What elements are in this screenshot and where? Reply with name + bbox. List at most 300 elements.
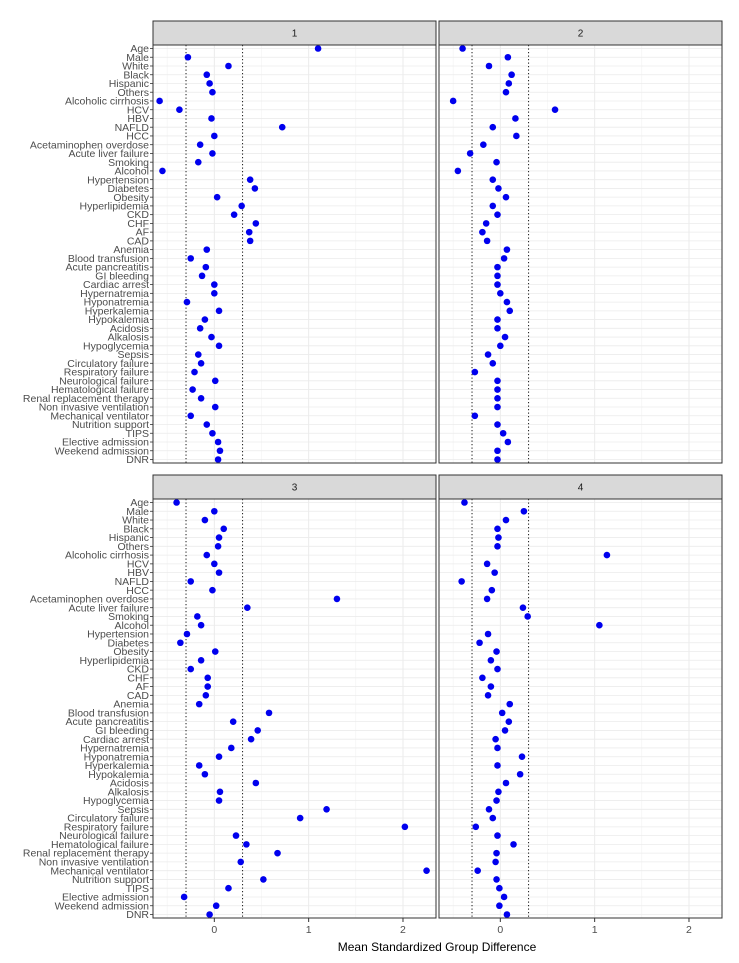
- data-point: [176, 106, 183, 113]
- data-point: [517, 771, 524, 778]
- data-point: [181, 894, 188, 901]
- data-point: [230, 718, 237, 725]
- category-label: Sepsis: [117, 803, 149, 816]
- data-point: [279, 124, 286, 131]
- data-point: [220, 525, 227, 532]
- x-tick-label: 2: [686, 924, 692, 936]
- panel-strip-label: 3: [291, 482, 298, 494]
- data-point: [244, 604, 251, 611]
- data-point: [225, 885, 232, 892]
- data-point: [510, 841, 517, 848]
- category-label: AF: [135, 681, 149, 694]
- panel-background: [153, 499, 436, 918]
- data-point: [474, 867, 481, 874]
- data-point: [228, 745, 235, 752]
- data-point: [494, 264, 501, 271]
- data-point: [472, 412, 479, 419]
- data-point: [494, 666, 501, 673]
- data-point: [216, 797, 223, 804]
- data-point: [503, 194, 510, 201]
- data-point: [211, 133, 218, 140]
- panel-background: [439, 499, 722, 918]
- data-point: [494, 525, 501, 532]
- category-label: TIPS: [125, 427, 149, 440]
- category-label: DNR: [126, 909, 149, 922]
- data-point: [494, 377, 501, 384]
- data-point: [196, 701, 203, 708]
- data-point: [519, 753, 526, 760]
- category-label: NAFLD: [114, 121, 149, 134]
- category-label: Hypertension: [87, 174, 149, 187]
- category-label: Smoking: [108, 156, 149, 169]
- category-label: Alcohol: [114, 619, 149, 632]
- data-point: [486, 63, 493, 70]
- category-label: Hypoglycemia: [83, 795, 149, 808]
- data-point: [485, 351, 492, 358]
- data-point: [467, 150, 474, 157]
- data-point: [203, 692, 210, 699]
- data-point: [484, 561, 491, 568]
- category-label: Hyperkalemia: [84, 760, 149, 773]
- category-label: Alcoholic cirrhosis: [64, 549, 149, 562]
- data-point: [485, 631, 492, 638]
- data-point: [485, 692, 492, 699]
- data-point: [297, 815, 304, 822]
- category-label: Hypernatremia: [80, 742, 149, 755]
- data-point: [494, 447, 501, 454]
- data-point: [187, 255, 194, 262]
- data-point: [502, 727, 509, 734]
- data-point: [211, 290, 218, 297]
- category-label: Black: [123, 69, 149, 82]
- data-point: [173, 499, 180, 506]
- data-point: [212, 404, 219, 411]
- category-label: Alkalosis: [107, 786, 149, 799]
- data-point: [494, 832, 501, 839]
- category-label: Alcohol: [114, 165, 149, 178]
- data-point: [459, 45, 466, 52]
- data-point: [208, 334, 215, 341]
- category-label: Hyponatremia: [83, 296, 149, 309]
- data-point: [496, 902, 503, 909]
- category-label: Black: [123, 523, 149, 536]
- data-point: [198, 622, 205, 629]
- data-point: [506, 308, 513, 315]
- data-point: [194, 613, 201, 620]
- data-point: [494, 386, 501, 393]
- data-point: [177, 639, 184, 646]
- data-point: [493, 648, 500, 655]
- data-point: [202, 771, 209, 778]
- data-point: [216, 569, 223, 576]
- data-point: [479, 229, 486, 236]
- data-point: [204, 683, 211, 690]
- data-point: [198, 395, 205, 402]
- data-point: [495, 534, 502, 541]
- category-label: Obesity: [113, 191, 149, 204]
- data-point: [315, 45, 322, 52]
- data-point: [212, 648, 219, 655]
- data-point: [202, 517, 209, 524]
- data-point: [206, 911, 213, 918]
- category-label: HBV: [127, 567, 149, 580]
- x-tick-label: 2: [400, 924, 406, 936]
- data-point: [253, 220, 260, 227]
- data-point: [184, 299, 191, 306]
- category-label: Hyperkalemia: [84, 305, 149, 318]
- data-point: [493, 850, 500, 857]
- category-label: Non invasive ventilation: [38, 856, 149, 869]
- data-point: [503, 89, 510, 96]
- data-point: [493, 797, 500, 804]
- category-label: TIPS: [125, 882, 149, 895]
- category-label: Hypertension: [87, 628, 149, 641]
- data-point: [520, 604, 527, 611]
- data-point: [246, 229, 253, 236]
- data-point: [423, 867, 430, 874]
- panel-strip-label: 2: [577, 28, 584, 40]
- x-tick-label: 1: [305, 924, 312, 936]
- category-label: Acidosis: [109, 322, 149, 335]
- data-point: [231, 211, 238, 218]
- data-point: [159, 168, 166, 175]
- data-point: [494, 211, 501, 218]
- data-point: [156, 98, 163, 105]
- data-point: [203, 264, 210, 271]
- data-point: [494, 325, 501, 332]
- data-point: [552, 106, 559, 113]
- panel-background: [439, 45, 722, 463]
- data-point: [492, 736, 499, 743]
- data-point: [494, 395, 501, 402]
- data-point: [214, 194, 221, 201]
- data-point: [208, 115, 215, 122]
- category-label: Mechanical ventilator: [50, 410, 149, 423]
- category-label: Renal replacement therapy: [22, 392, 149, 405]
- category-label: Nutrition support: [71, 874, 149, 887]
- data-point: [604, 552, 611, 559]
- data-point: [243, 841, 250, 848]
- data-point: [504, 299, 511, 306]
- data-point: [212, 377, 219, 384]
- data-point: [195, 351, 202, 358]
- category-label: Elective admission: [62, 891, 149, 904]
- data-point: [323, 806, 330, 813]
- category-label: Respiratory failure: [63, 821, 149, 834]
- data-point: [402, 824, 409, 831]
- data-point: [502, 334, 509, 341]
- data-point: [489, 124, 496, 131]
- data-point: [209, 587, 216, 594]
- data-point: [494, 316, 501, 323]
- data-point: [211, 561, 218, 568]
- data-point: [216, 753, 223, 760]
- data-point: [247, 238, 254, 245]
- data-point: [494, 273, 501, 280]
- data-point: [233, 832, 240, 839]
- data-point: [187, 412, 194, 419]
- category-label: Acute pancreatitis: [65, 716, 149, 729]
- data-point: [501, 255, 508, 262]
- category-label: Blood transfusion: [67, 252, 149, 265]
- data-point: [189, 386, 196, 393]
- data-point: [494, 404, 501, 411]
- category-label: Cardiac arrest: [83, 279, 149, 292]
- category-label: White: [122, 514, 149, 527]
- data-point: [493, 159, 500, 166]
- data-point: [505, 439, 512, 446]
- data-point: [501, 894, 508, 901]
- data-point: [197, 325, 204, 332]
- category-label: NAFLD: [114, 575, 149, 588]
- category-label: HCV: [126, 104, 149, 117]
- data-point: [496, 885, 503, 892]
- category-label: CKD: [126, 663, 149, 676]
- category-label: Renal replacement therapy: [22, 847, 149, 860]
- category-label: CHF: [127, 672, 149, 685]
- panel-strip-label: 4: [577, 482, 584, 494]
- category-label: Weekend admission: [54, 900, 149, 913]
- category-label: Blood transfusion: [67, 707, 149, 720]
- data-point: [209, 89, 216, 96]
- data-point: [476, 639, 483, 646]
- category-label: Anemia: [113, 244, 149, 257]
- data-point: [494, 543, 501, 550]
- data-point: [504, 911, 511, 918]
- data-point: [203, 71, 210, 78]
- data-point: [506, 80, 513, 87]
- data-point: [508, 71, 515, 78]
- category-label: Obesity: [113, 646, 149, 659]
- x-tick-label: 1: [591, 924, 598, 936]
- data-point: [506, 701, 513, 708]
- category-label: Hypokalemia: [88, 768, 149, 781]
- category-label: Others: [117, 540, 149, 553]
- category-label: CAD: [126, 235, 149, 248]
- data-point: [497, 290, 504, 297]
- data-point: [196, 762, 203, 769]
- data-point: [209, 430, 216, 437]
- panel-3: [153, 475, 436, 918]
- category-label: Hispanic: [108, 78, 149, 91]
- data-point: [254, 727, 261, 734]
- data-point: [506, 718, 513, 725]
- category-label: Hyperlipidemia: [79, 200, 149, 213]
- category-label: Hematological failure: [50, 384, 149, 397]
- data-point: [217, 788, 224, 795]
- data-point: [274, 850, 281, 857]
- category-label: Weekend admission: [54, 445, 149, 458]
- category-label: Anemia: [113, 698, 149, 711]
- data-point: [195, 159, 202, 166]
- data-point: [472, 824, 479, 831]
- category-label: Mechanical ventilator: [50, 865, 149, 878]
- category-label: Neurological failure: [59, 375, 149, 388]
- category-label: Others: [117, 86, 149, 99]
- data-point: [187, 666, 194, 673]
- data-point: [203, 421, 210, 428]
- data-point: [596, 622, 603, 629]
- category-label: Hyperlipidemia: [79, 654, 149, 667]
- category-label: GI bleeding: [95, 270, 149, 283]
- data-point: [524, 613, 531, 620]
- data-point: [494, 421, 501, 428]
- data-point: [461, 499, 468, 506]
- category-label: Age: [130, 43, 149, 56]
- category-label: Circulatory failure: [67, 812, 149, 825]
- data-point: [225, 63, 232, 70]
- data-point: [215, 543, 222, 550]
- category-label: Hematological failure: [50, 838, 149, 851]
- data-point: [480, 141, 487, 148]
- category-label: Age: [130, 497, 149, 510]
- data-point: [211, 508, 218, 515]
- category-label: Hypokalemia: [88, 314, 149, 327]
- data-point: [202, 316, 209, 323]
- data-point: [206, 80, 213, 87]
- data-point: [260, 876, 267, 883]
- data-point: [203, 246, 210, 253]
- data-point: [198, 360, 205, 367]
- x-tick-label: 0: [211, 924, 218, 936]
- data-point: [489, 815, 496, 822]
- data-point: [238, 203, 245, 210]
- category-label: Smoking: [108, 611, 149, 624]
- category-label: Elective admission: [62, 436, 149, 449]
- data-point: [493, 876, 500, 883]
- data-point: [489, 587, 496, 594]
- category-label: HCC: [126, 130, 149, 143]
- category-label: HCC: [126, 584, 149, 597]
- data-point: [484, 596, 491, 603]
- data-point: [197, 141, 204, 148]
- category-label: Hypoglycemia: [83, 340, 149, 353]
- category-label: Male: [126, 505, 149, 518]
- data-point: [505, 54, 512, 61]
- category-label: Diabetes: [107, 183, 149, 196]
- data-point: [486, 806, 493, 813]
- data-point: [484, 238, 491, 245]
- category-label: Sepsis: [117, 349, 149, 362]
- data-point: [503, 780, 510, 787]
- category-label: Nutrition support: [71, 419, 149, 432]
- data-point: [191, 369, 198, 376]
- data-point: [489, 176, 496, 183]
- data-point: [199, 273, 206, 280]
- category-label: CHF: [127, 217, 149, 230]
- data-point: [521, 508, 528, 515]
- category-label: Acetaminophen overdose: [29, 139, 149, 152]
- x-tick-label: 0: [497, 924, 504, 936]
- category-label: CKD: [126, 209, 149, 222]
- panel-4: [439, 475, 722, 918]
- data-point: [488, 657, 495, 664]
- category-label: HBV: [127, 113, 149, 126]
- data-point: [488, 683, 495, 690]
- data-point: [455, 168, 462, 175]
- data-point: [494, 745, 501, 752]
- data-point: [495, 185, 502, 192]
- data-point: [504, 246, 511, 253]
- panel-strip-label: 1: [291, 28, 298, 40]
- category-label: Respiratory failure: [63, 366, 149, 379]
- data-point: [253, 780, 260, 787]
- data-point: [494, 456, 501, 463]
- data-point: [203, 552, 210, 559]
- data-point: [237, 859, 244, 866]
- category-label: CAD: [126, 689, 149, 702]
- data-point: [266, 710, 273, 717]
- panel-2: [439, 21, 722, 463]
- data-point: [216, 534, 223, 541]
- data-point: [489, 360, 496, 367]
- data-point: [204, 675, 211, 682]
- data-point: [209, 150, 216, 157]
- data-point: [492, 859, 499, 866]
- data-point: [215, 456, 222, 463]
- data-point: [458, 578, 465, 585]
- category-label: Hispanic: [108, 532, 149, 545]
- category-label: Acute liver failure: [68, 148, 149, 161]
- data-point: [450, 98, 457, 105]
- data-point: [334, 596, 341, 603]
- data-point: [472, 369, 479, 376]
- data-point: [513, 133, 520, 140]
- category-label: Circulatory failure: [67, 357, 149, 370]
- panel-1: [153, 21, 436, 463]
- category-label: Cardiac arrest: [83, 733, 149, 746]
- category-label: White: [122, 60, 149, 73]
- category-label: Alcoholic cirrhosis: [64, 95, 149, 108]
- data-point: [512, 115, 519, 122]
- data-point: [500, 430, 507, 437]
- category-label: GI bleeding: [95, 725, 149, 738]
- category-label: Hyponatremia: [83, 751, 149, 764]
- data-point: [499, 710, 506, 717]
- category-label: Acetaminophen overdose: [29, 593, 149, 606]
- data-point: [483, 220, 490, 227]
- category-label: Male: [126, 51, 149, 64]
- panel-background: [153, 45, 436, 463]
- data-point: [215, 439, 222, 446]
- data-point: [494, 281, 501, 288]
- data-point: [479, 675, 486, 682]
- data-point: [252, 185, 259, 192]
- data-point: [217, 447, 224, 454]
- data-point: [497, 343, 504, 350]
- data-point: [216, 308, 223, 315]
- data-point: [494, 762, 501, 769]
- data-point: [184, 631, 191, 638]
- data-point: [503, 517, 510, 524]
- data-point: [211, 281, 218, 288]
- category-label: AF: [135, 226, 149, 239]
- data-point: [489, 203, 496, 210]
- category-label: Alkalosis: [107, 331, 149, 344]
- data-point: [187, 578, 194, 585]
- data-point: [495, 788, 502, 795]
- x-axis-title: Mean Standardized Group Difference: [337, 940, 537, 954]
- category-label: HCV: [126, 558, 149, 571]
- data-point: [248, 736, 255, 743]
- category-label: DNR: [126, 454, 149, 467]
- category-label: Diabetes: [107, 637, 149, 650]
- data-point: [213, 902, 220, 909]
- data-point: [216, 343, 223, 350]
- category-label: Acute liver failure: [68, 602, 149, 615]
- category-label: Acidosis: [109, 777, 149, 790]
- data-point: [198, 657, 205, 664]
